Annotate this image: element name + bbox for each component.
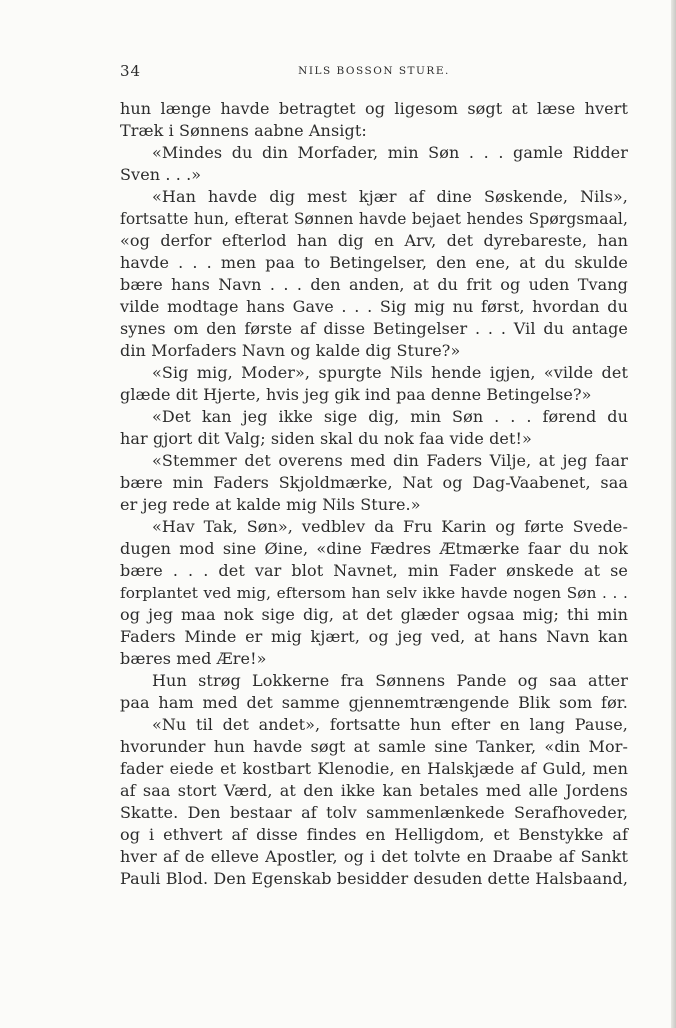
text-line: og jeg maa nok sige dig, at det glæder ogsaa mig; thi min <box>120 605 628 624</box>
text-line: Faders Minde er mig kjært, og jeg ved, at hans Navn kan <box>120 627 628 646</box>
text-line: bære hans Navn . . . den anden, at du frit og uden Tvang <box>120 275 628 294</box>
text-line: «Hav Tak, Søn», vedblev da Fru Karin og førte Svede- <box>152 517 628 536</box>
text-line: fortsatte hun, efterat Sønnen havde bejaet hendes Spørgsmaal, <box>120 210 628 228</box>
text-line: bære . . . det var blot Navnet, min Fader ønskede at se <box>120 561 628 580</box>
text-line: dugen mod sine Øine, «dine Fædres Ætmærke faar du nok <box>120 539 628 558</box>
text-line: synes om den første af disse Betingelser . . . Vil du antage <box>120 319 628 338</box>
text-line: Sven . . .» <box>120 165 202 184</box>
page-edge-shadow <box>671 0 676 1028</box>
text-line: «Stemmer det overens med din Faders Vilje, at jeg faar <box>152 451 628 470</box>
text-line: «Mindes du din Morfader, min Søn . . . gamle Ridder <box>152 143 628 162</box>
text-line: din Morfaders Navn og kalde dig Sture?» <box>120 341 461 360</box>
text-line: «Han havde dig mest kjær af dine Søskende, Nils», <box>152 187 628 206</box>
running-title: NILS BOSSON STURE. <box>298 65 450 77</box>
text-line: fader eiede et kostbart Klenodie, en Halskjæde af Guld, men <box>120 759 628 778</box>
text-line: bære min Faders Skjoldmærke, Nat og Dag-Vaabenet, saa <box>120 473 628 492</box>
text-line: Skatte. Den bestaar af tolv sammenlænkede Serafhoveder, <box>120 803 628 822</box>
text-line: paa ham med det samme gjennemtrængende Blik som før. <box>120 693 628 712</box>
text-line: «Det kan jeg ikke sige dig, min Søn . . . førend du <box>152 407 628 426</box>
text-line: Hun strøg Lokkerne fra Sønnens Pande og saa atter <box>152 671 628 690</box>
text-line: af saa stort Værd, at den ikke kan betales med alle Jordens <box>120 781 628 800</box>
text-line: «og derfor efterlod han dig en Arv, det dyrebareste, han <box>120 231 628 250</box>
text-line: og i ethvert af disse findes en Helligdom, et Benstykke af <box>120 825 628 844</box>
text-line: «Nu til det andet», fortsatte hun efter en lang Pause, <box>152 715 628 734</box>
text-line: Træk i Sønnens aabne Ansigt: <box>120 121 367 140</box>
page-number: 34 <box>120 62 142 80</box>
text-line: glæde dit Hjerte, hvis jeg gik ind paa denne Betingelse?» <box>120 385 592 404</box>
text-line: har gjort dit Valg; siden skal du nok faa vide det!» <box>120 429 532 448</box>
text-line: hvorunder hun havde søgt at samle sine Tanker, «din Mor- <box>120 737 628 756</box>
text-line: «Sig mig, Moder», spurgte Nils hende igjen, «vilde det <box>152 363 628 382</box>
page-header <box>120 62 628 84</box>
text-line: vilde modtage hans Gave . . . Sig mig nu først, hvordan du <box>120 297 628 316</box>
text-line: er jeg rede at kalde mig Nils Sture.» <box>120 495 421 514</box>
text-line: bæres med Ære!» <box>120 649 267 668</box>
text-line: havde . . . men paa to Betingelser, den ene, at du skulde <box>120 253 628 272</box>
text-line: forplantet ved mig, eftersom han selv ikke havde nogen Søn . . . <box>120 584 628 602</box>
text-line: hver af de elleve Apostler, og i det tolvte en Draabe af Sankt <box>120 847 628 866</box>
body-text <box>120 98 628 890</box>
text-line: hun længe havde betragtet og ligesom søgt at læse hvert <box>120 99 628 118</box>
text-line: Pauli Blod. Den Egenskab besidder desuden dette Halsbaand, <box>120 869 629 888</box>
